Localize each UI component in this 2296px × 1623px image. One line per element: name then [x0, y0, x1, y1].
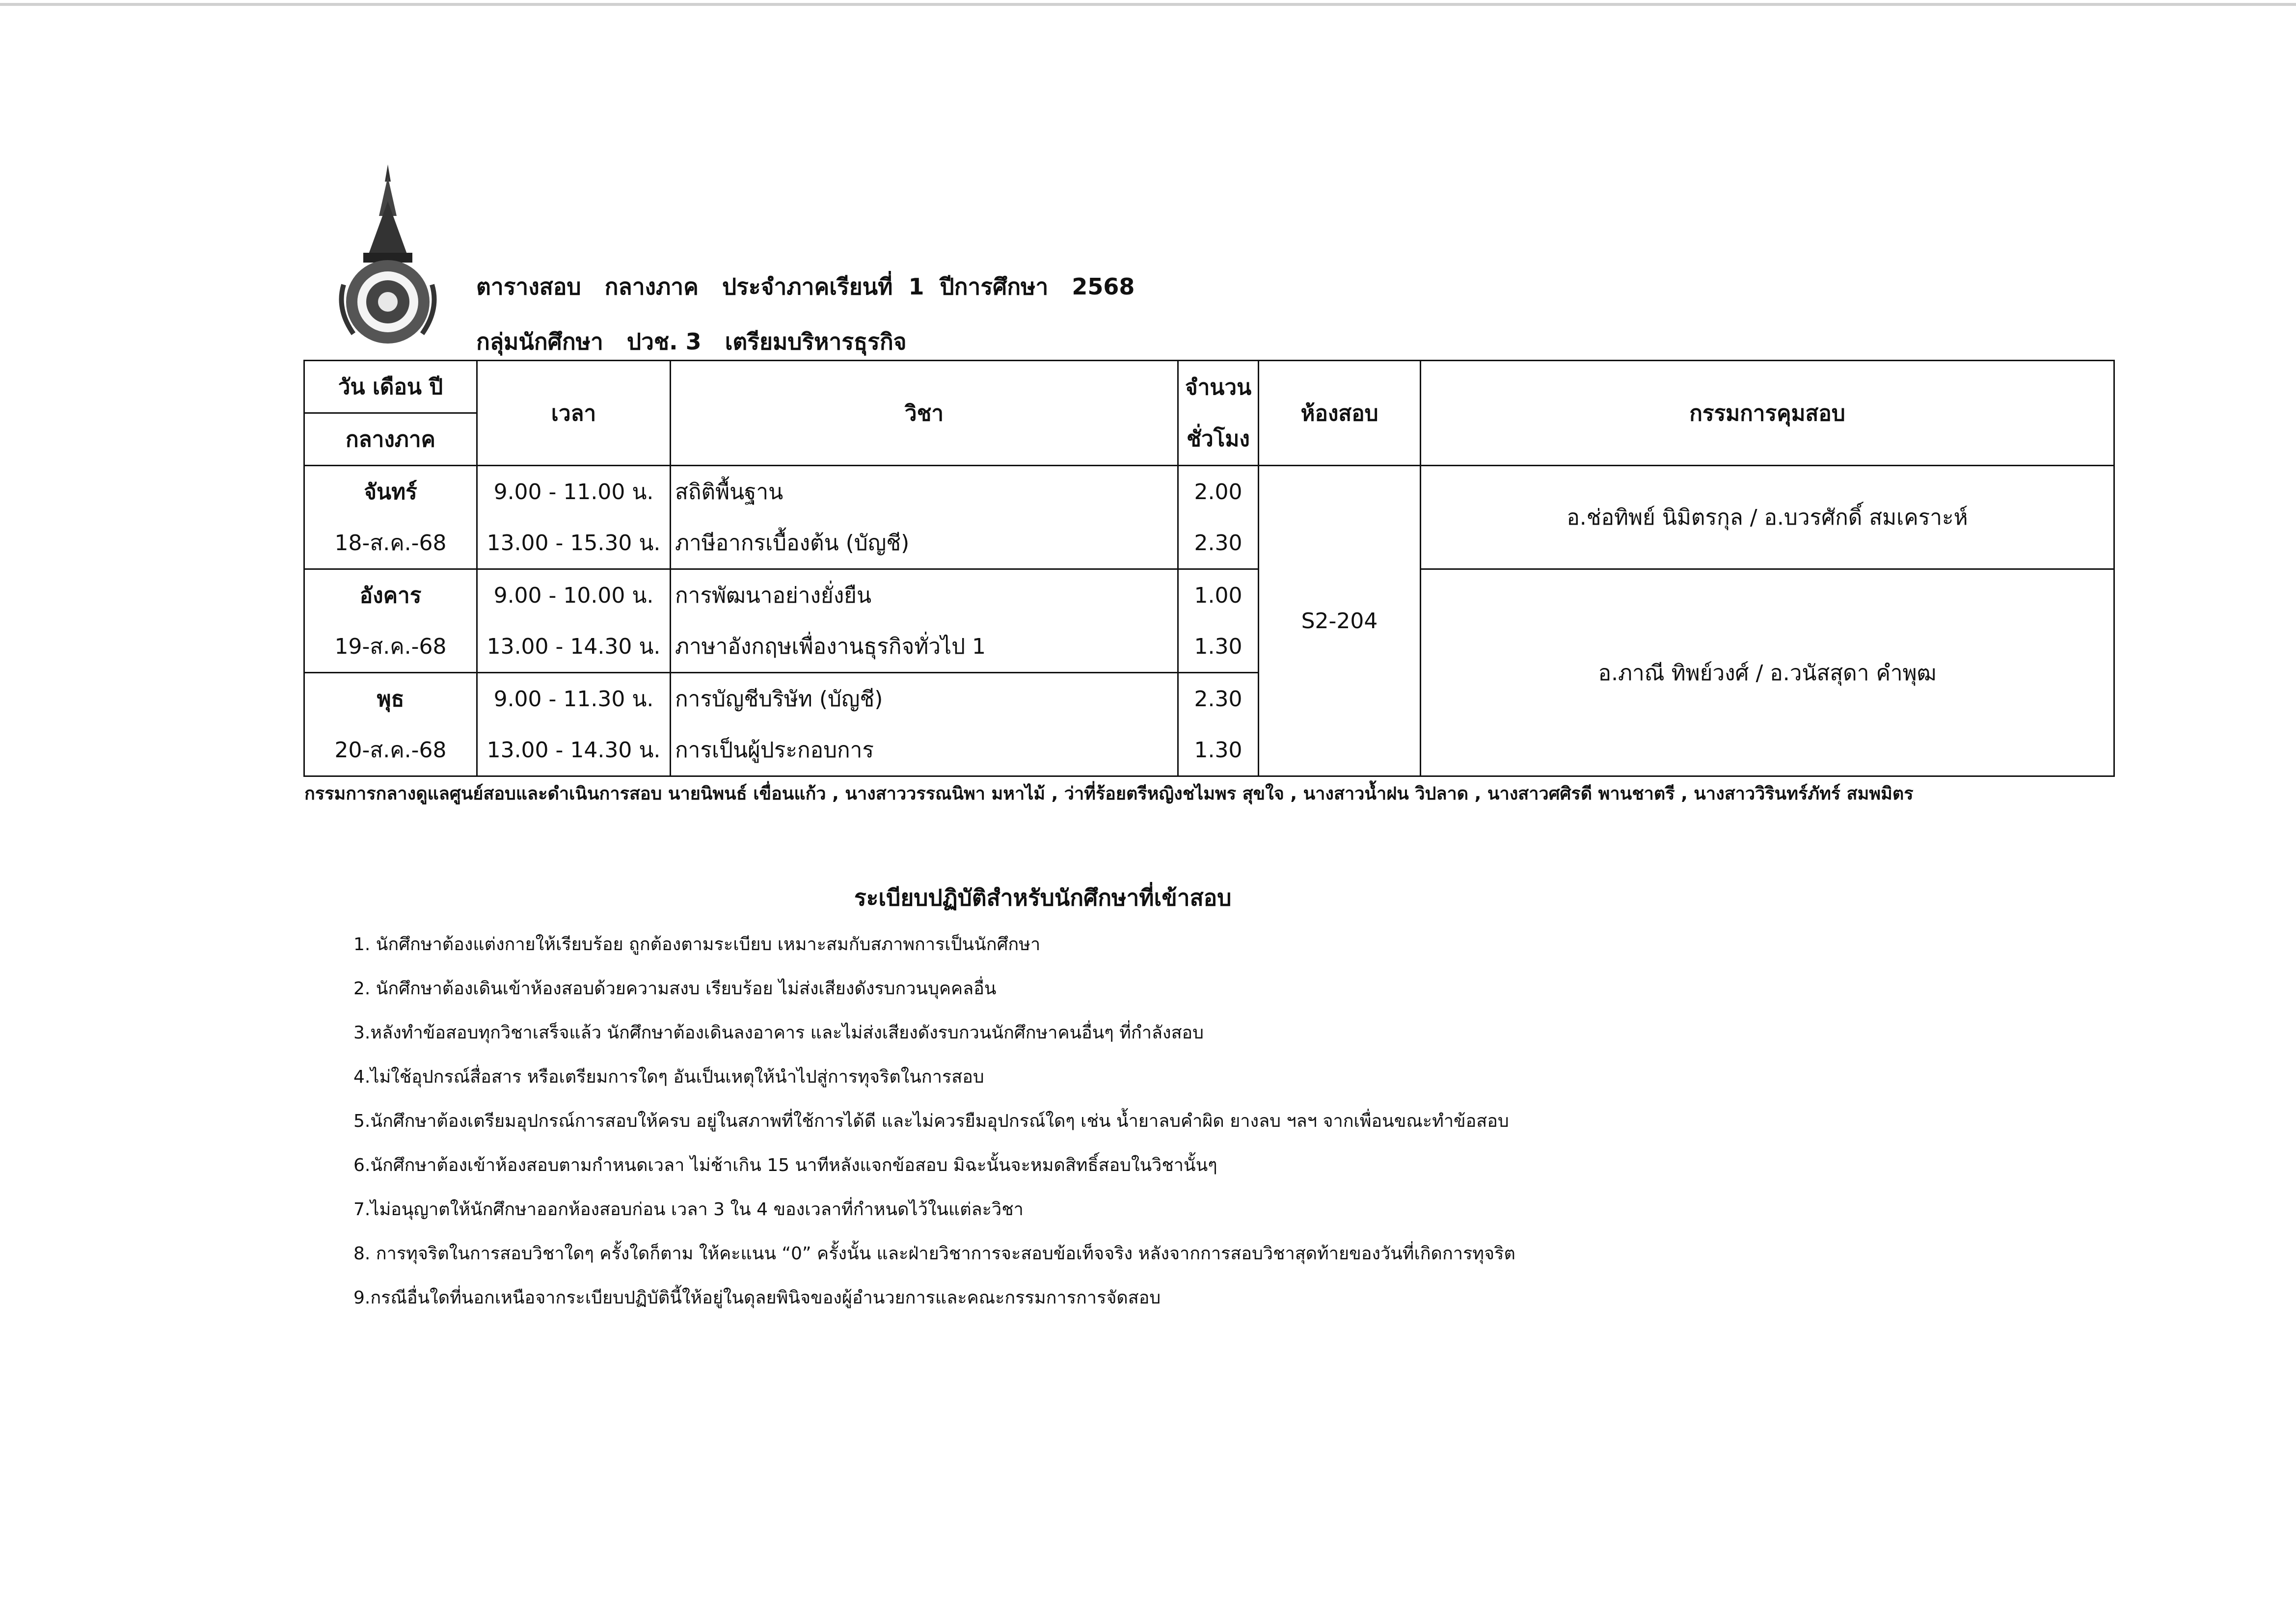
row-hours: 1.30	[1178, 724, 1259, 776]
row-subject: การบัญชีบริษัท (บัญชี)	[671, 673, 1178, 725]
list-item: 4.ไม่ใช้อุปกรณ์สื่อสาร หรือเตรียมการใดๆ อันเป็นเหตุให้นำไปสู่การทุจริตในการสอบ	[353, 1067, 984, 1087]
row-time: 9.00 - 11.00 น.	[477, 466, 671, 518]
rules-title: ระเบียบปฏิบัติสำหรับนักศึกษาที่เข้าสอบ	[854, 884, 1232, 911]
list-item: 3.หลังทำข้อสอบทุกวิชาเสร็จแล้ว นักศึกษาต้องเดินลงอาคาร และไม่ส่งเสียงดังรบกวนนักศึกษาคนอื่นๆ ที่กำลังสอบ	[353, 1023, 1204, 1043]
header-subject: วิชา	[671, 361, 1178, 466]
row-time: 9.00 - 11.30 น.	[477, 673, 671, 725]
row-time: 13.00 - 14.30 น.	[477, 621, 671, 673]
header-hours: จำนวน	[1178, 361, 1259, 413]
row-date: อังคาร	[304, 569, 477, 621]
exam-schedule-table	[303, 360, 2115, 777]
row-subject: ภาษีอากรเบื้องต้น (บัญชี)	[671, 517, 1178, 569]
list-item: 9.กรณีอื่นใดที่นอกเหนือจากระเบียบปฏิบัตินี้ให้อยู่ในดุลยพินิจของผู้อำนวยการและคณะกรรมการการจัดสอบ	[353, 1288, 1161, 1308]
row-subject: สถิติพื้นฐาน	[671, 466, 1178, 518]
rules-list	[353, 930, 1515, 1328]
list-item: 6.นักศึกษาต้องเข้าห้องสอบตามกำหนดเวลา ไม่ช้าเกิน 15 นาทีหลังแจกข้อสอบ มิฉะนั้นจะหมดสิทธิ์สอบในวิชานั้นๆ	[353, 1155, 1217, 1175]
row-date: จันทร์	[304, 466, 477, 518]
row-subject: ภาษาอังกฤษเพื่องานธุรกิจทั่วไป 1	[671, 621, 1178, 673]
header-date-midterm: กลางภาค	[304, 413, 477, 466]
row-date: 20-ส.ค.-68	[304, 724, 477, 776]
list-item: 5.นักศึกษาต้องเตรียมอุปกรณ์การสอบให้ครบ อยู่ในสภาพที่ใช้การได้ดี และไม่ควรยืมอุปกรณ์ใดๆ เช่น น้ำยาลบคำผิด ยางลบ ฯลฯ จากเพื่อนขณะทำข้อสอบ	[353, 1111, 1509, 1131]
list-item: 2. นักศึกษาต้องเดินเข้าห้องสอบด้วยความสงบ เรียบร้อย ไม่ส่งเสียงดังรบกวนบุคคลอื่น	[353, 979, 997, 999]
student-group-title: กลุ่มนักศึกษา ปวช. 3 เตรียมบริหารธุรกิจ	[476, 328, 907, 355]
table-row	[304, 569, 2114, 621]
row-hours: 2.30	[1178, 517, 1259, 569]
row-hours: 2.30	[1178, 673, 1259, 725]
scan-top-border	[0, 3, 2296, 6]
header-room: ห้องสอบ	[1259, 361, 1421, 466]
header-time: เวลา	[477, 361, 671, 466]
schedule-title: ตารางสอบ กลางภาค ประจำภาคเรียนที่ 1 ปีการศึกษา 2568	[476, 273, 1135, 300]
university-emblem-icon	[334, 162, 442, 348]
row-date: 19-ส.ค.-68	[304, 621, 477, 673]
central-committee-note: กรรมการกลางดูแลศูนย์สอบและดำเนินการสอบ นายนิพนธ์ เขื่อนแก้ว , นางสาววรรณนิพา มหาไม้ , ว่าที่ร้อยตรีหญิงชไมพร สุขใจ , นางสาวน้ำฝน วิปลาด , นางสาวศศิรดี พานชาตรี , นางสาววิรินทร์ภัทร์ สมพมิตร	[304, 784, 1914, 804]
row-date: พุธ	[304, 673, 477, 725]
table-row	[304, 466, 2114, 518]
row-hours: 1.30	[1178, 621, 1259, 673]
header-committee: กรรมการคุมสอบ	[1421, 361, 2114, 466]
header-hours-unit: ชั่วโมง	[1178, 413, 1259, 466]
list-item: 8. การทุจริตในการสอบวิชาใดๆ ครั้งใดก็ตาม ให้คะแนน “0” ครั้งนั้น และฝ่ายวิชาการจะสอบข้อเท็จจริง หลังจากการสอบวิชาสุดท้ายของวันที่เกิดการทุจริต	[353, 1244, 1515, 1264]
row-subject: การพัฒนาอย่างยั่งยืน	[671, 569, 1178, 621]
committee-group-1: อ.ช่อทิพย์ นิมิตรกุล / อ.บวรศักดิ์ สมเคราะห์	[1421, 466, 2114, 569]
row-time: 9.00 - 10.00 น.	[477, 569, 671, 621]
row-time: 13.00 - 14.30 น.	[477, 724, 671, 776]
row-hours: 2.00	[1178, 466, 1259, 518]
row-hours: 1.00	[1178, 569, 1259, 621]
exam-room: S2-204	[1259, 466, 1421, 776]
list-item: 7.ไม่อนุญาตให้นักศึกษาออกห้องสอบก่อน เวลา 3 ใน 4 ของเวลาที่กำหนดไว้ในแต่ละวิชา	[353, 1199, 1024, 1220]
row-time: 13.00 - 15.30 น.	[477, 517, 671, 569]
row-date: 18-ส.ค.-68	[304, 517, 477, 569]
header-date: วัน เดือน ปี	[304, 361, 477, 413]
row-subject: การเป็นผู้ประกอบการ	[671, 724, 1178, 776]
list-item: 1. นักศึกษาต้องแต่งกายให้เรียบร้อย ถูกต้องตามระเบียบ เหมาะสมกับสภาพการเป็นนักศึกษา	[353, 934, 1041, 955]
committee-group-2: อ.ภาณี ทิพย์วงศ์ / อ.วนัสสุดา คำพุฒ	[1421, 569, 2114, 776]
